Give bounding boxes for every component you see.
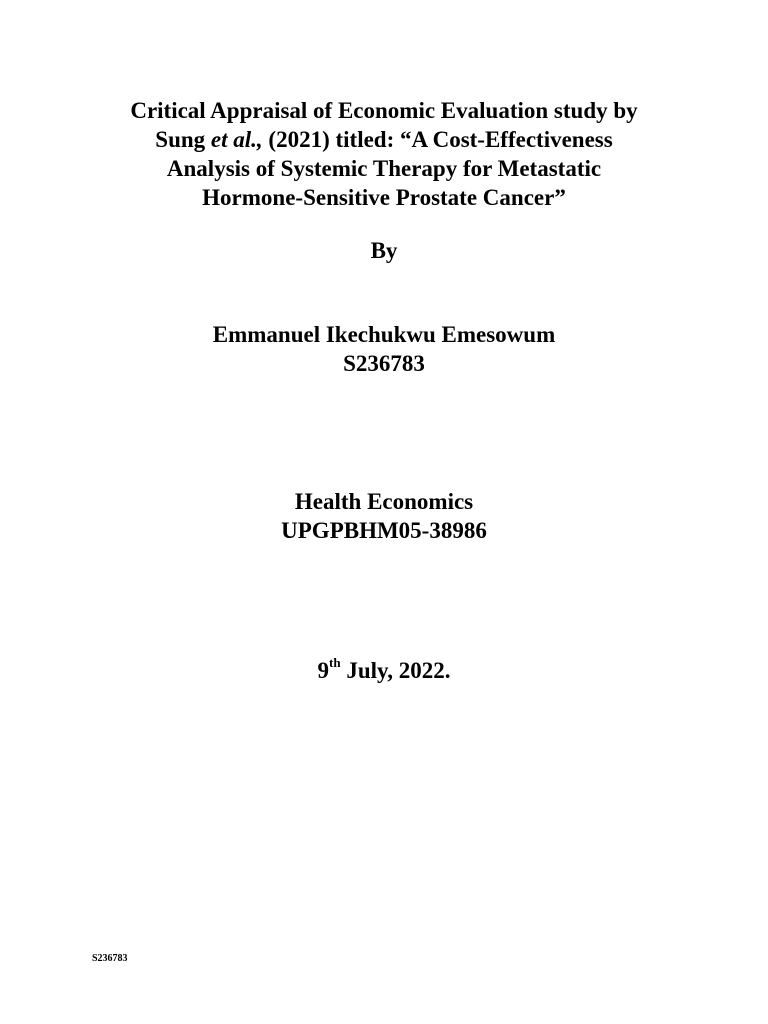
title-line-2-start: Sung (155, 127, 211, 152)
title-line-2 (0, 125, 768, 154)
title-line-2-end: (2021) titled: “A Cost-Effectiveness (262, 127, 613, 152)
title-et-al: et al., (210, 127, 263, 152)
date-rest: July, 2022. (340, 658, 451, 683)
date-day: 9 (317, 658, 329, 683)
title-line-1: Critical Appraisal of Economic Evaluation study by (130, 98, 638, 123)
document-title (0, 96, 768, 212)
date-ordinal: th (329, 655, 341, 671)
course-name: Health Economics (294, 489, 474, 514)
submission-date (0, 656, 768, 685)
footer-student-id: S236783 (92, 953, 128, 964)
title-line-4: Hormone-Sensitive Prostate Cancer” (202, 185, 566, 210)
by-label: By (370, 238, 398, 263)
author-name: Emmanuel Ikechukwu Emesowum (212, 322, 556, 347)
author-student-id: S236783 (343, 351, 425, 376)
course-block (0, 487, 768, 545)
course-code: UPGPBHM05-38986 (281, 518, 487, 543)
title-line-3: Analysis of Systemic Therapy for Metastatic (166, 156, 602, 181)
author-block (0, 320, 768, 378)
